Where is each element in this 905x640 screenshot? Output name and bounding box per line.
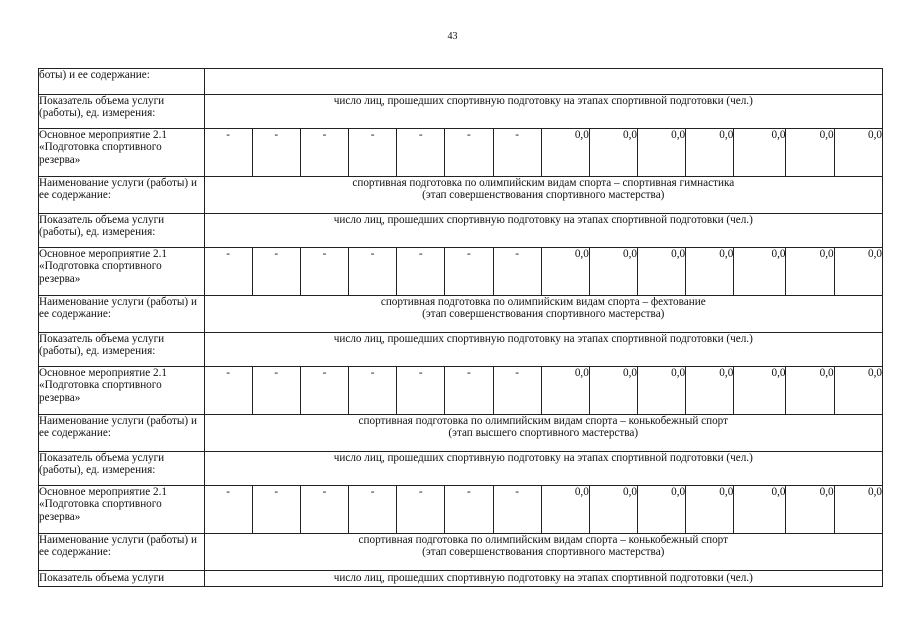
service-name: спортивная подготовка по олимпийским видам спорта – конькобежный спорт (358, 534, 729, 546)
row-label: Основное мероприятие 2.1 «Подготовка спортивного резерва» (39, 248, 205, 296)
value-cell: - (397, 367, 445, 415)
table-row (39, 296, 883, 333)
value-cell: 0,0 (786, 129, 834, 177)
table-row (39, 214, 883, 248)
service-stage: (этап совершенствования спортивного мастерства) (422, 189, 665, 202)
value-cell: 0,0 (834, 486, 882, 534)
row-label: Наименование услуги (работы) и ее содержание: (39, 415, 205, 452)
table-row (39, 367, 883, 415)
value-cell: - (349, 486, 397, 534)
value-cell: 0,0 (686, 248, 734, 296)
value-cell: - (349, 248, 397, 296)
row-label: Наименование услуги (работы) и ее содержание: (39, 296, 205, 333)
row-content: число лиц, прошедших спортивную подготовку на этапах спортивной подготовки (чел.) (204, 95, 882, 129)
row-label: Основное мероприятие 2.1 «Подготовка спортивного резерва» (39, 367, 205, 415)
value-cell: 0,0 (637, 248, 685, 296)
value-cell: 0,0 (637, 367, 685, 415)
value-cell: - (445, 129, 493, 177)
value-cell: - (445, 367, 493, 415)
row-label: Показатель объема услуги (работы), ед. измерения: (39, 95, 205, 129)
value-cell: 0,0 (541, 367, 589, 415)
row-label: Наименование услуги (работы) и ее содержание: (39, 177, 205, 214)
value-cell: 0,0 (541, 248, 589, 296)
table-row (39, 129, 883, 177)
service-stage: (этап совершенствования спортивного мастерства) (422, 546, 665, 559)
table-row (39, 69, 883, 95)
service-name: спортивная подготовка по олимпийским видам спорта – фехтование (380, 296, 706, 308)
table-row (39, 534, 883, 571)
value-cell: - (300, 367, 348, 415)
value-cell: 0,0 (686, 129, 734, 177)
value-cell: - (300, 248, 348, 296)
value-cell: - (493, 129, 541, 177)
value-cell: - (204, 248, 252, 296)
value-cell: - (204, 129, 252, 177)
row-content: число лиц, прошедших спортивную подготовку на этапах спортивной подготовки (чел.) (204, 214, 882, 248)
value-cell: 0,0 (589, 248, 637, 296)
row-content: число лиц, прошедших спортивную подготовку на этапах спортивной подготовки (чел.) (204, 452, 882, 486)
value-cell: 0,0 (589, 367, 637, 415)
value-cell: - (204, 367, 252, 415)
value-cell: 0,0 (637, 129, 685, 177)
value-cell: - (252, 248, 300, 296)
value-cell: - (252, 129, 300, 177)
table-row (39, 95, 883, 129)
value-cell: - (300, 486, 348, 534)
value-cell: 0,0 (686, 367, 734, 415)
value-cell: - (397, 486, 445, 534)
row-content (204, 69, 882, 95)
table-row (39, 571, 883, 587)
row-content: число лиц, прошедших спортивную подготовку на этапах спортивной подготовки (чел.) (204, 333, 882, 367)
row-label: Основное мероприятие 2.1 «Подготовка спортивного резерва» (39, 486, 205, 534)
value-cell: - (349, 367, 397, 415)
row-content: число лиц, прошедших спортивную подготовку на этапах спортивной подготовки (чел.) (204, 571, 882, 587)
table-row (39, 333, 883, 367)
table-row (39, 248, 883, 296)
row-label: Основное мероприятие 2.1 «Подготовка спортивного резерва» (39, 129, 205, 177)
value-cell: 0,0 (834, 367, 882, 415)
value-cell: - (300, 129, 348, 177)
value-cell: - (445, 248, 493, 296)
row-label: боты) и ее содержание: (39, 69, 205, 95)
row-label: Наименование услуги (работы) и ее содержание: (39, 534, 205, 571)
row-label: Показатель объема услуги (работы), ед. измерения: (39, 214, 205, 248)
value-cell: 0,0 (637, 486, 685, 534)
value-cell: 0,0 (786, 486, 834, 534)
value-cell: - (397, 248, 445, 296)
value-cell: - (493, 367, 541, 415)
row-content (204, 534, 882, 571)
value-cell: 0,0 (686, 486, 734, 534)
row-content (204, 177, 882, 214)
value-cell: - (493, 248, 541, 296)
value-cell: 0,0 (734, 248, 786, 296)
value-cell: 0,0 (834, 248, 882, 296)
value-cell: - (493, 486, 541, 534)
value-cell: 0,0 (834, 129, 882, 177)
value-cell: 0,0 (786, 367, 834, 415)
service-name: спортивная подготовка по олимпийским видам спорта – конькобежный спорт (358, 415, 729, 427)
row-content (204, 296, 882, 333)
program-table (38, 68, 883, 587)
value-cell: 0,0 (541, 486, 589, 534)
value-cell: 0,0 (589, 129, 637, 177)
value-cell: 0,0 (786, 248, 834, 296)
service-name: спортивная подготовка по олимпийским видам спорта – спортивная гимнастика (352, 177, 735, 189)
table-row (39, 486, 883, 534)
value-cell: 0,0 (589, 486, 637, 534)
table-row (39, 177, 883, 214)
value-cell: - (445, 486, 493, 534)
row-label: Показатель объема услуги (работы), ед. измерения: (39, 333, 205, 367)
page-number: 43 (447, 31, 458, 42)
service-stage: (этап совершенствования спортивного мастерства) (422, 308, 665, 321)
table-row (39, 415, 883, 452)
row-label: Показатель объема услуги (39, 571, 205, 587)
row-label: Показатель объема услуги (работы), ед. измерения: (39, 452, 205, 486)
row-content (204, 415, 882, 452)
value-cell: - (397, 129, 445, 177)
value-cell: - (204, 486, 252, 534)
value-cell: - (349, 129, 397, 177)
value-cell: 0,0 (734, 367, 786, 415)
service-stage: (этап высшего спортивного мастерства) (448, 427, 639, 440)
table-row (39, 452, 883, 486)
value-cell: 0,0 (734, 129, 786, 177)
value-cell: 0,0 (541, 129, 589, 177)
value-cell: 0,0 (734, 486, 786, 534)
value-cell: - (252, 486, 300, 534)
value-cell: - (252, 367, 300, 415)
